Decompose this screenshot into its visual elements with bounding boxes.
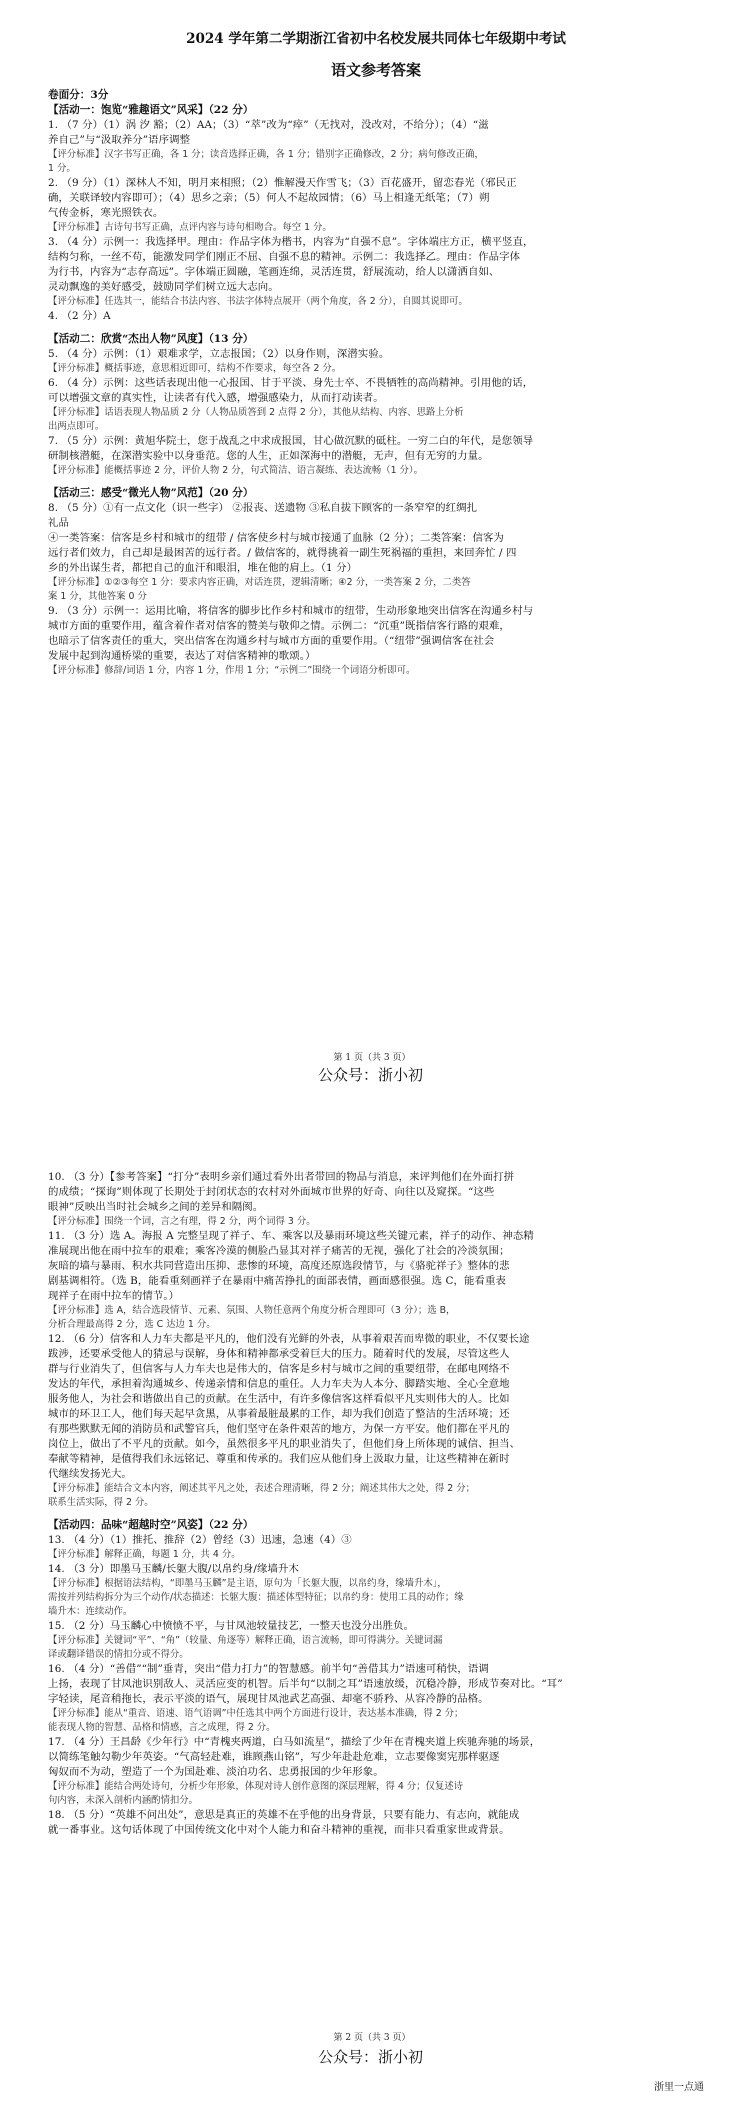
activity-4-heading: 【活动四：品味“超越时空”风姿】（22 分） <box>48 1519 254 1531</box>
question-5-criteria: 【评分标准】概括事迹，意思相近即可，结构不作要求，每空各 2 分。 <box>48 363 342 374</box>
activity-3-heading: 【活动三：感受“微光人物”风范】（20 分） <box>48 487 254 499</box>
watermark-site: 浙里一点通 <box>654 2082 704 2093</box>
question-17: 17. （4 分）王昌龄《少年行》中“青槐夹两道，白马如流星”，描绘了少年在青槐夹道上疾驰奔驰的场景， 以简练笔触勾勒少年英姿。“气高轻赴难，谁顾燕山铭”，写少年赴赴危难，立志要像窦宪那样驱逐 匈奴而不为动，塑造了一个为国赴难、淡泊功名、忠勇报国的少年形象。 <box>48 1736 541 1778</box>
question-16-criteria: 【评分标准】能从“重音、语速、语气语调”中任选其中两个方面进行设计，表达基本准确，得 2 分； 能表现人物的智慧、品格和情感，言之成理，得 2 分。 <box>48 1708 464 1733</box>
question-16: 16. （4 分）“善借”“制”垂青，突出“借力打力”的智慧感。前半句“善借其力”语速可稍快，语调 上扬，表现了甘凤池识别敌人、灵活应变的机智。后半句“以制之耳”语速放缓，沉稳冷静，形成节奏对比。“耳” 字轻读，尾音稍拖长，表示平淡的语气，展现甘凤池武艺高强、却毫不骄矜、从容冷静的品格。 <box>48 1663 563 1705</box>
question-18: 18. （5 分）“英雄不问出处”，意思是真正的英雄不在乎他的出身背景，只要有能力、有志向，就能成 就一番事业。这句话体现了中国传统文化中对个人能力和奋斗精神的重视，而非只看重家世或背景。 <box>48 1809 520 1836</box>
question-3: 3. （4 分）示例一：我选择甲。理由：作品字体为楷书，内容为“自强不息”。字体端庄方正，横平竖直， 结构匀称，一丝不苟，能激发同学们刚正不屈、自强不息的精神。示例二：我选择乙。理由：作品字体 为行书，内容为“志存高远”。字体端正圆融，笔画连绵，灵活连贯，舒展流动，给人以潇洒自如、 灵动飘逸的美好感受，鼓励同学们树立远大志向。 <box>48 236 534 293</box>
question-5: 5. （4 分）示例：（1）艰难求学，立志报国；（2）以身作则，深潜实验。 <box>48 348 390 360</box>
question-9: 9. （3 分）示例一：运用比喻，将信客的脚步比作乡村和城市的纽带，生动形象地突出信客在沟通乡村与 城市方面的重要作用，蕴含着作者对信客的赞美与敬仰之情。示例二：“沉重”既指信客行路的艰难， 也暗示了信客责任的重大，突出信客在沟通乡村与城市方面的重要作用。（“纽带”强调信客在社会 发展中起到沟通桥梁的重要，表达了对信客精神的歌颂。） <box>48 605 534 662</box>
question-11: 11. （3 分）选 A。海报 A 完整呈现了祥子、车、乘客以及暴雨环境这些关键元素，祥子的动作、神态精 准展现出他在雨中拉车的艰难；乘客冷漠的侧脸凸显其对祥子痛苦的无视，强化了社会的冷淡氛围； 灰暗的墙与暴雨、积水共同营造出压抑、悲惨的环境，高度还原选段情节，与《骆驼祥子》整体的悲 剧基调相符。（选 B，能看重刻画祥子在暴雨中痛苦挣扎的面部表情，画面感很强。选 C，能看重表 现祥子在雨中拉车的情节。） <box>48 1230 534 1302</box>
question-8-criteria: 【评分标准】①②③每空 1 分：要求内容正确，对话连贯，逻辑清晰；④2 分，一类答案 2 分，二类答 案 1 分，其他答案 0 分 <box>48 577 471 602</box>
page-2-footer: 第 2 页（共 3 页） <box>333 2033 411 2043</box>
question-10-criteria: 【评分标准】围绕一个词，言之有理，得 2 分，两个词得 3 分。 <box>48 1216 316 1227</box>
question-1: 1. （7 分）（1）涡 汐 豁；（2）AA；（3）“萃”改为“瘁”（无找对，没改对，不给分）；（4）“滋 养自己”与“汲取养分”语序调整 <box>48 119 489 146</box>
question-4: 4. （2 分）A <box>48 310 111 322</box>
question-15-criteria: 【评分标准】关键词“平”、“角”（较量、角逐等）解释正确，语言流畅，即可得满分。关键词漏 译或翻译错误的情扣分或不得分。 <box>48 1635 443 1660</box>
question-8: 8. （5 分）①有一点文化（识一些字） ②报丧、送遗物 ③私自拔下顾客的一条窄窄的红绸扎 礼品 ④一类答案：信客是乡村和城市的纽带 / 信客使乡村与城市接通了血脉（2 分）；二类答案：信客为 远行者们效力，自己却是最困苦的远行者。/ 做信客的，就得挑着一副生死祸福的重担，来回奔忙 / 四 乡的外出谋生者，都把自己的血汗和眼泪，堆在他的肩上。（1 分） <box>48 502 517 574</box>
question-11-criteria: 【评分标准】选 A，结合选段情节、元素、氛围、人物任意两个角度分析合理即可（3 分）；选 B， 分析合理最高得 2 分，选 C 达边 1 分。 <box>48 1305 456 1330</box>
question-6: 6. （4 分）示例：这些话表现出他一心报国、甘于平淡、身先士卒、不畏牺牲的高尚精神。引用他的话， 可以增强文章的真实性，让读者有代入感，增强感染力，从而打动读者。 <box>48 377 534 404</box>
question-9-criteria: 【评分标准】修辞/词语 1 分，内容 1 分，作用 1 分；“示例二”围绕一个词语分析即可。 <box>48 665 416 676</box>
question-7-criteria: 【评分标准】能概括事迹 2 分，评价人物 2 分，句式简洁、语言凝练、表达流畅（1 分）。 <box>48 465 423 476</box>
question-7: 7. （5 分）示例：黄旭华院士，您于战乱之中求成报国，甘心做沉默的砥柱。一穷二白的年代，是您领导 研制核潜艇，在深潜实验中以身垂范。您的人生，正如深海中的潜艇，无声，但有无穷的力量。 <box>48 435 534 462</box>
activity-1-heading: 【活动一：饱览“雅趣语文”风采】（22 分） <box>48 104 254 116</box>
question-3-criteria: 【评分标准】任选其一，能结合书法内容、书法字体特点展开（两个角度，各 2 分），自圆其说即可。 <box>48 296 468 307</box>
question-6-criteria: 【评分标准】话语表现人物品质 2 分（人物品质答到 2 点得 2 分），其他从结构、内容、思路上分析 出两点即可。 <box>48 407 464 432</box>
page-2-content <box>48 1170 704 1838</box>
exam-title: 2024 学年第二学期浙江省初中名校发展共同体七年级期中考试 <box>186 31 566 47</box>
question-10: 10. （3 分）【参考答案】“打分”表明乡亲们通过看外出者带回的物品与消息，来评判他们在外面打拼 的成绩；“探询”则体现了长期处于封闭状态的农村对外面城市世界的好奇、向往以及窥探。“这些 眼神”反映出当时社会城乡之间的差异和隔阂。 <box>48 1171 515 1213</box>
question-13: 13. （4 分）（1）推托、推辞（2）曾经（3）迅速，急速（4）③ <box>48 1534 352 1546</box>
question-12-criteria: 【评分标准】能结合文本内容，阐述其平凡之处，表述合理清晰，得 2 分；阐述其伟大之处，得 2 分； 联系生活实际，得 2 分。 <box>48 1483 475 1508</box>
answer-key-title: 语文参考答案 <box>330 61 421 79</box>
question-14: 14. （3 分）即墨马玉麟/长躯大腹/以帛约身/缘墙升木 <box>48 1563 299 1575</box>
page-1-footer: 第 1 页（共 3 页） <box>333 1053 411 1063</box>
activity-2-heading: 【活动二：欣赏“杰出人物”风度】（13 分） <box>48 333 254 345</box>
question-14-criteria: 【评分标准】根据语法结构，“即墨马玉麟”是主语，原句为「长躯大腹，以帛约身，缘墙升木」， 需按并列结构拆分为三个动作/状态描述：长躯大腹：描述体型特征；以帛约身：使用工具的动作；缘 墙升木：连续动作。 <box>48 1578 464 1617</box>
question-2: 2. （9 分）（1）深林人不知，明月来相照；（2）惟解漫天作雪飞；（3）百花盛开，留恋春光（邪民正 确，关联译较内容即可）；（4）思乡之亲；（5）何人不起故园情；（6）马上相逢无纸笔；（7）朔 气传金柝，寒光照铁衣。 <box>48 177 517 219</box>
page-2 <box>0 1140 744 2104</box>
question-15: 15. （2 分）马玉麟心中愤愤不平，与甘凤池较量技艺，一整天也没分出胜负。 <box>48 1620 415 1632</box>
watermark-wechat-2: 公众号：浙小初 <box>318 2048 424 2066</box>
question-2-criteria: 【评分标准】古诗句书写正确，点评内容与诗句相吻合。每空 1 分。 <box>48 222 332 233</box>
question-13-criteria: 【评分标准】解释正确，每题 1 分，共 4 分。 <box>48 1549 241 1560</box>
watermark-wechat: 公众号：浙小初 <box>318 1066 424 1084</box>
score-note: 卷面分：3分 <box>48 89 109 101</box>
page-1-content <box>48 30 704 678</box>
question-17-criteria: 【评分标准】能结合两处诗句，分析少年形象，体现对诗人创作意图的深层理解，得 4 分；仅复述诗 句内容，未深入剖析内涵酌情扣分。 <box>48 1781 464 1806</box>
question-12: 12. （6 分）信客和人力车夫都是平凡的，他们没有光鲜的外表，从事着艰苦而卑微的职业，不仅要长途 跋涉，还要承受他人的猜忌与误解，身体和精神都承受着巨大的压力。随着时代的发展，尽管这些人 群与行业消失了，但信客与人力车夫也是伟大的，信客是乡村与城市之间的重要纽带，在邮电网络不 发达的年代，承担着沟通城乡、传递亲情和信息的重任。人力车夫为人本分、脚踏实地、全心全意地 服务他人，为社会和谐做出自己的贡献。在生活中，有许多像信客这样看似平凡实则伟大的人。比如 城市的环卫工人，他们每天起早贪黑，从事着最脏最累的工作，却为我们创造了整洁的生活环境；还 有那些默默无闻的消防员和武警官兵，他们坚守在条件艰苦的地方，为保一方平安。他们都在平凡的 岗位上，做出了不平凡的贡献。如今，虽然很多平凡的职业消失了，但他们身上所体现的诚信、担当、 奉献等精神，是值得我们永远铭记、尊重和传承的。我们应从他们身上汲取力量，让这些精神在新时 代继续发扬光大。 <box>48 1333 530 1480</box>
question-1-criteria: 【评分标准】汉字书写正确，各 1 分；读音选择正确，各 1 分；错别字正确修改，2 分；病句修改正确， 1 分。 <box>48 149 484 174</box>
